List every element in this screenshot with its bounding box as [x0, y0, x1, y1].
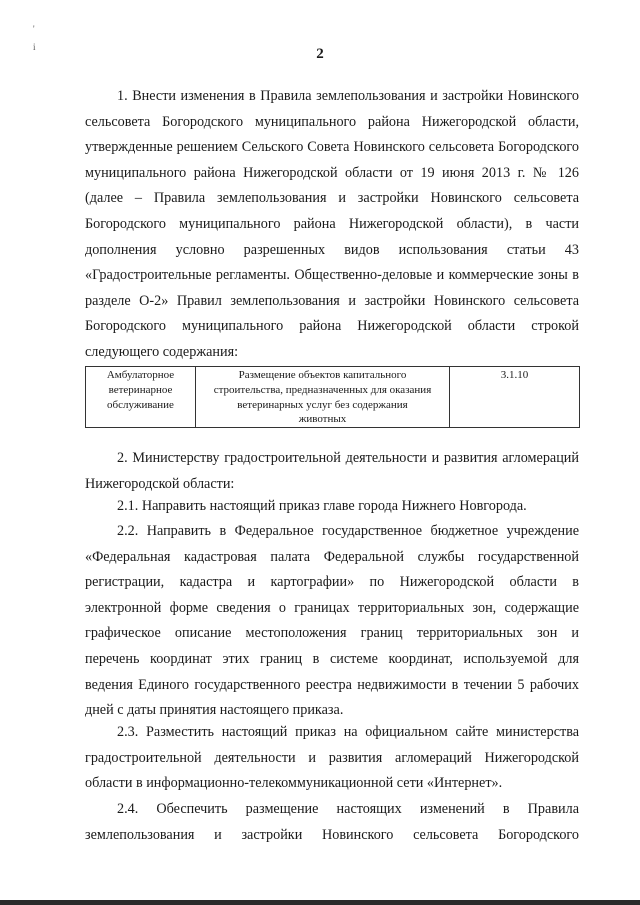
- text-line: Богородского муниципального района Нижегородской области строкой: [85, 318, 579, 335]
- scan-bottom-edge: [0, 900, 640, 905]
- stray-mark: ': [33, 24, 35, 34]
- paragraph-2: [85, 446, 579, 497]
- text-line: ведения Единого государственного реестра недвижимости в течении 5 рабочих: [85, 676, 579, 693]
- text-line: утвержденные решением Сельского Совета Новинского сельсовета Богородского: [85, 139, 579, 156]
- stray-mark: i: [33, 42, 36, 52]
- cell-line: Размещение объектов капитального: [238, 369, 407, 381]
- cell-line: Амбулаторное: [106, 369, 175, 381]
- text-line: 2. Министерству градостроительной деятельности и развития агломераций: [117, 450, 579, 466]
- paragraph-2-1: [85, 494, 579, 520]
- cell-line: ветеринарных услуг без содержания: [237, 398, 408, 411]
- cell-line: обслуживание: [107, 398, 174, 411]
- text-line: 2.2. Направить в Федеральное государственное бюджетное учреждение: [117, 523, 579, 539]
- text-line: 1. Внести изменения в Правила землепользования и застройки Новинского: [117, 88, 579, 104]
- text-line: перечень координат этих границ в системе координат, используемой для: [85, 650, 579, 667]
- text-line: муниципального района Нижегородской области от 19 июня 2013 г. № 126: [85, 164, 579, 181]
- text-line: дополнения условно разрешенных видов использования статьи 43: [85, 241, 579, 258]
- text-line: следующего содержания:: [85, 343, 239, 360]
- text-line: «Градостроительные регламенты. Общественно-деловые и коммерческие зоны в: [85, 267, 579, 284]
- cell-line: животных: [298, 413, 347, 426]
- text-line: 2.4. Обеспечить размещение настоящих изменений в Правила: [117, 801, 579, 817]
- text-line: регистрации, кадастра и картографии» по Нижегородской области в: [85, 574, 579, 591]
- text-line: сельсовета Богородского муниципального района Нижегородской области,: [85, 113, 579, 130]
- text-line: 2.3. Разместить настоящий приказ на официальном сайте министерства: [117, 724, 579, 740]
- zoning-table: [85, 366, 580, 428]
- text-line: графическое описание местоположения границ территориальных зон и: [85, 625, 579, 642]
- table-row: [86, 367, 580, 428]
- text-line: дней с даты принятия настоящего приказа.: [85, 702, 344, 719]
- description-cell: [196, 367, 450, 428]
- text-line: «Федеральная кадастровая палата Федеральной службы государственной: [85, 548, 579, 565]
- text-line: 2.1. Направить настоящий приказ главе города Нижнего Новгорода.: [117, 498, 527, 514]
- text-line: градостроительной деятельности и развития агломераций Нижегородской: [85, 749, 579, 766]
- page-number: 2: [316, 46, 324, 62]
- text-line: разделе О-2» Правил землепользования и застройки Новинского сельсовета: [85, 292, 579, 309]
- text-line: землепользования и застройки Новинского сельсовета Богородского: [85, 826, 579, 843]
- paragraph-2-2: [85, 519, 579, 724]
- text-line: (далее – Правила землепользования и застройки Новинского сельсовета: [85, 190, 579, 207]
- cell-line: строительства, предназначенных для оказания: [213, 383, 432, 396]
- text-line: Нижегородской области:: [85, 475, 235, 492]
- text-line: области в информационно-телекоммуникационной сети «Интернет».: [85, 775, 503, 792]
- code-cell: 3.1.10: [450, 367, 580, 428]
- paragraph-1: [85, 84, 579, 366]
- text-line: электронной форме сведения о границах территориальных зон, содержащие: [85, 599, 579, 616]
- paragraph-2-3: [85, 720, 579, 797]
- paragraph-2-4: [85, 797, 579, 848]
- text-line: Богородского муниципального района Нижегородской области), в части: [85, 215, 579, 232]
- use-type-cell: [86, 367, 196, 428]
- cell-line: ветеринарное: [108, 383, 173, 396]
